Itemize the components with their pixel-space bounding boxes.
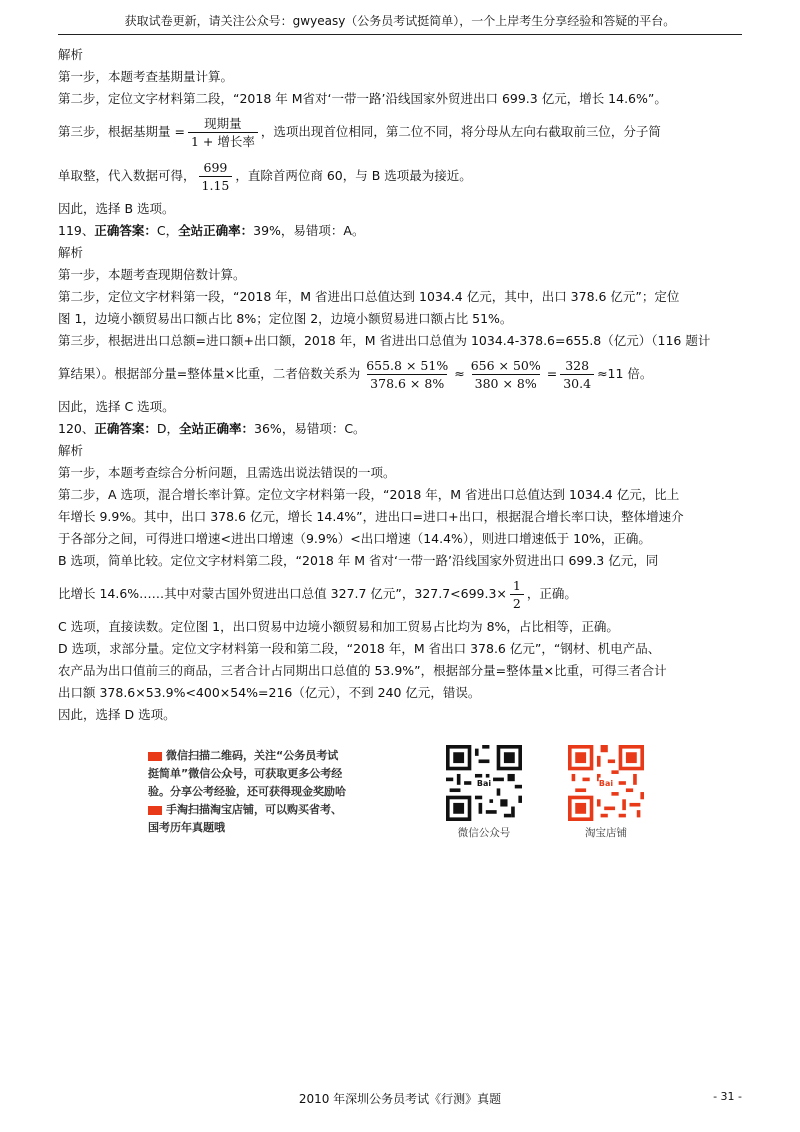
q120-option-d-2: 农产品为出口值前三的商品，三者合计占同期出口总值的 53.9%”，根据部分量=整体量×比重，可得三者合计: [58, 663, 667, 678]
wechat-qr-code-icon[interactable]: [446, 745, 522, 821]
formula-ratio-3: $\frac{328}{30.4}$: [560, 357, 594, 392]
page-header: [58, 12, 742, 35]
q118-step1: 第一步，本题考查基期量计算。: [58, 69, 234, 84]
q118-step2: 第二步，定位文字材料第二段，“2018 年 M省对‘一带一路’沿线国家外贸进出口 699.3 亿元，增长 14.6%”。: [58, 91, 667, 106]
svg-text:Bai: Bai: [598, 778, 614, 788]
q120-option-d-1: D 选项，求部分量。定位文字材料第一段和第二段，“2018 年，M 省出口 378.6 亿元”，“钢材、机电产品、: [58, 641, 661, 656]
q120-option-b-1: B 选项，简单比较。定位文字材料第二段，“2018 年 M 省对‘一带一路’沿线国家外贸进出口 699.3 亿元，同: [58, 553, 659, 568]
promo-line-2: 挺简单”微信公众号，可获取更多公考经: [148, 767, 343, 780]
q120-option-c: C 选项，直接读数。定位图 1，出口贸易中边境小额贸易和加工贸易占比均为 8%，占比相等，正确。: [58, 619, 619, 634]
promo-line-4: 手淘扫描淘宝店铺，可以购买省考、: [166, 803, 342, 816]
q120-answer-line: 120、正确答案：D，全站正确率：36%，易错项：C。: [58, 421, 366, 436]
explanation-content: [58, 44, 748, 726]
q119-step3a: 第三步，根据进出口总额=进口额+出口额，2018 年，M 省进出口总值为 1034.4-378.6=655.8（亿元）（116 题计: [58, 333, 711, 348]
promo-line-3: 验。分享公考经验，还可获得现金奖励哈: [148, 785, 346, 798]
page-number: - 31 -: [713, 1090, 742, 1103]
q120-conclusion: 因此，选择 D 选项。: [58, 707, 176, 722]
q120-step1: 第一步，本题考查综合分析问题，且需选出说法错误的一项。: [58, 465, 396, 480]
q119-jiexi: 解析: [58, 245, 84, 260]
q120-jiexi: 解析: [58, 443, 84, 458]
svg-text:Bai: Bai: [476, 778, 492, 788]
q120-option-a-1: 第二步，A 选项，混合增长率计算。定位文字材料第一段，“2018 年，M 省进出口总值达到 1034.4 亿元，比上: [58, 487, 680, 502]
promo-text: [148, 747, 428, 837]
q118-conclusion: 因此，选择 B 选项。: [58, 201, 175, 216]
q119-answer-line: 119、正确答案：C，全站正确率：39%，易错项：A。: [58, 223, 365, 238]
q118-step3: 第三步，根据基期量 = $\frac{\text{现期量}}{\text{1 + 增长率}}$ ，选项出现首位相同，第二位不同，将分母从左向右截取前三位，分子简: [58, 116, 661, 149]
red-flag-icon: [148, 752, 162, 761]
promo-line-1: 微信扫描二维码，关注“公务员考试: [166, 749, 339, 762]
formula-699-over-115: $\frac{699}{1.15}$: [199, 159, 233, 194]
promo-line-5: 国考历年真题哦: [148, 821, 225, 834]
q120-option-d-3: 出口额 378.6×53.9%<400×54%=216（亿元），不到 240 亿元，错误。: [58, 685, 481, 700]
wechat-qr-label: 微信公众号: [457, 827, 511, 839]
q118-jiexi: 解析: [58, 47, 84, 62]
taobao-qr-code-icon[interactable]: [568, 745, 644, 821]
q119-step3b: 算结果）。根据部分量=整体量×比重，二者倍数关系为 $\frac{655.8 \times 51\%}{378.6 \times 8\%}$ ≈ $\frac{656 \times 50\%}{380 \times 8\%}$ = $\frac{328}{30.4}$ ≈11 倍。: [58, 358, 653, 391]
q120-option-a-3: 于各部分之间，可得进口增速<进出口增速（9.9%）<出口增速（14.4%），则进口增速低于 10%，正确。: [58, 531, 651, 546]
formula-ratio-1: $\frac{655.8 \times 51\%}{378.6 \times 8\%}$: [366, 358, 449, 391]
q119-step1: 第一步，本题考查现期倍数计算。: [58, 267, 246, 282]
red-flag-icon: [148, 806, 162, 815]
promo-block: [148, 745, 668, 845]
formula-base-period: $\frac{\text{现期量}}{\text{1 + 增长率}}$: [188, 115, 258, 150]
q119-step2b: 图 1，边境小额贸易出口额占比 8%；定位图 2，边境小额贸易进口额占比 51%。: [58, 311, 513, 326]
header-text: 获取试卷更新，请关注公众号：gwyeasy（公务员考试挺简单），一个上岸考生分享经验和答疑的平台。: [124, 14, 676, 28]
q120-option-a-2: 年增长 9.9%。其中，出口 378.6 亿元，增长 14.4%”，进出口=进口+出口，根据混合增长率口诀，整体增速介: [58, 509, 684, 524]
q118-step3b: 单取整，代入数据可得， $\frac{699}{1.15}$ ，直除首两位商 60，与 B 选项最为接近。: [58, 160, 472, 193]
formula-ratio-2: $\frac{656 \times 50\%}{380 \times 8\%}$: [470, 358, 541, 391]
q119-conclusion: 因此，选择 C 选项。: [58, 399, 175, 414]
formula-one-half: $\frac{1}{2}$: [510, 577, 524, 612]
q119-step2a: 第二步，定位文字材料第一段，“2018 年，M 省进出口总值达到 1034.4 亿元，其中，出口 378.6 亿元”；定位: [58, 289, 680, 304]
footer-title: 2010 年深圳公务员考试《行测》真题: [298, 1092, 502, 1106]
q120-option-b-2: 比增长 14.6%……其中对蒙古国外贸进出口总值 327.7 亿元”，327.7<699.3× $\frac{1}{2}$ ，正确。: [58, 578, 577, 611]
taobao-qr-label: 淘宝店铺: [585, 827, 627, 839]
